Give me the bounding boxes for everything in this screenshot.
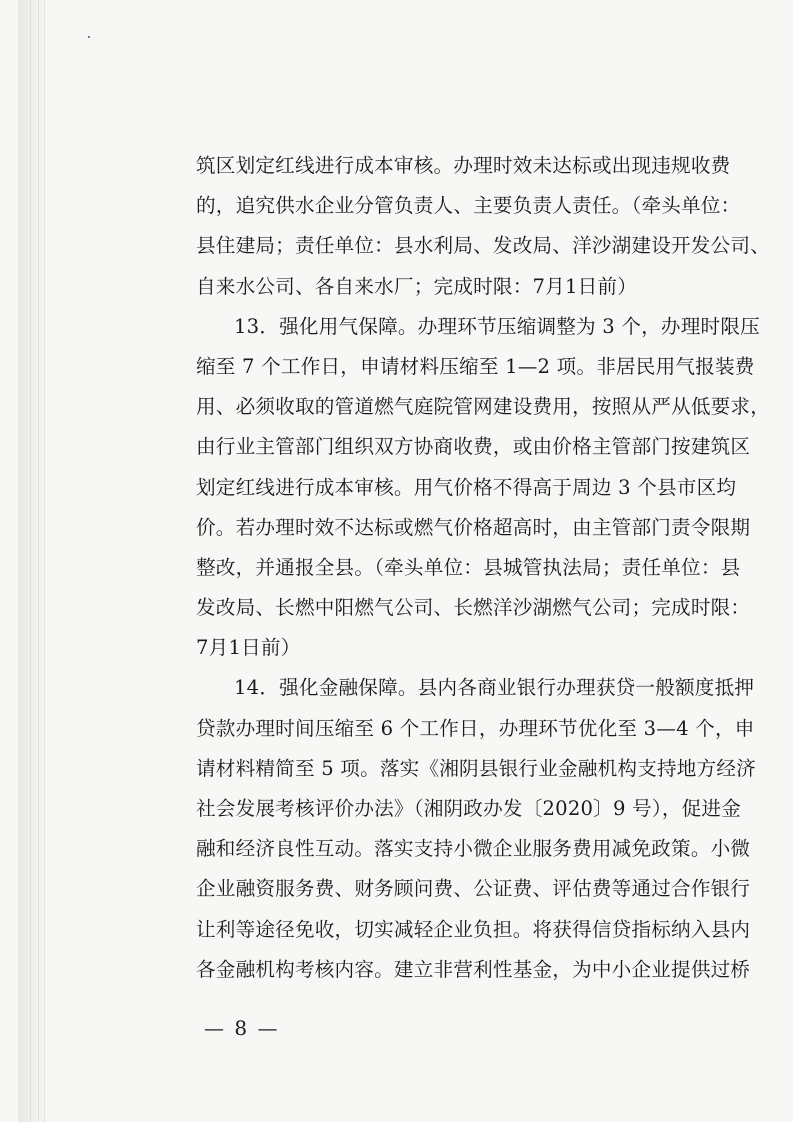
text-line: 请材料精简至 5 项。落实《湘阴县银行业金融机构支持地方经济 xyxy=(196,756,756,780)
text-line: 各金融机构考核内容。建立非营利性基金，为中小企业提供过桥 xyxy=(196,957,751,981)
text-line: 自来水公司、各自来水厂；完成时限：7月1日前） xyxy=(196,274,638,298)
text-line: 划定红线进行成本审核。用气价格不得高于周边 3 个县市区均 xyxy=(196,475,737,499)
text-line: 缩至 7 个工作日，申请材料压缩至 1—2 项。非居民用气报装费 xyxy=(196,354,755,378)
text-line: 县住建局；责任单位：县水利局、发改局、洋沙湖建设开发公司、 xyxy=(196,234,771,258)
text-line: 筑区划定红线进行成本审核。办理时效未达标或出现违规收费 xyxy=(196,154,731,177)
text-line: 的，追究供水企业分管负责人、主要负责人责任。（牵头单位： xyxy=(196,194,741,218)
body-text xyxy=(196,146,784,990)
scan-speck xyxy=(88,36,90,38)
text-line: 由行业主管部门组织双方协商收费，或由价格主管部门按建筑区 xyxy=(196,435,751,459)
text-line: 企业融资服务费、财务顾问费、公证费、评估费等通过合作银行 xyxy=(196,877,751,901)
text-line: 社会发展考核评价办法》（湘阴政办发〔2020〕9 号），促进金 xyxy=(196,797,742,820)
text-line: 融和经济良性互动。落实支持小微企业服务费用减免政策。小微 xyxy=(196,837,751,861)
page-edge-line xyxy=(30,0,31,1122)
page-edge-line xyxy=(38,0,39,1122)
text-line: 13．强化用气保障。办理环节压缩调整为 3 个，办理时限压 xyxy=(234,314,760,338)
text-line: 用、必须收取的管道燃气庭院管网建设费用，按照从严从低要求， xyxy=(196,395,771,419)
text-line: 发改局、长燃中阳燃气公司、长燃洋沙湖燃气公司；完成时限： xyxy=(196,596,751,620)
page-number: — 8 — xyxy=(204,1016,280,1040)
text-line: 价。若办理时效不达标或燃气价格超高时，由主管部门责令限期 xyxy=(196,515,751,539)
text-line: 整改，并通报全县。（牵头单位：县城管执法局；责任单位：县 xyxy=(196,555,741,579)
text-line: 14．强化金融保障。县内各商业银行办理获贷一般额度抵押 xyxy=(234,676,755,700)
text-line: 让利等途径免收，切实减轻企业负担。将获得信贷指标纳入县内 xyxy=(196,917,751,941)
page-stack-edge xyxy=(18,0,45,1122)
text-line: 贷款办理时间压缩至 6 个工作日，办理环节优化至 3—4 个，申 xyxy=(196,716,755,740)
text-line: 7月1日前） xyxy=(196,636,301,660)
